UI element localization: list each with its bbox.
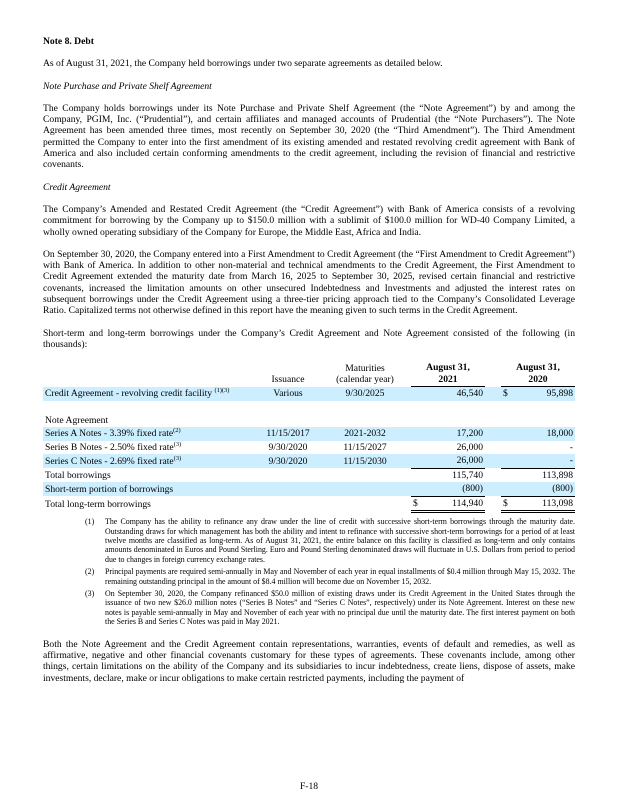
heading-credit-agreement: Credit Agreement [43, 181, 111, 193]
cell-amount-2021: 115,740 [452, 469, 483, 481]
cell-amount-2020: 113,098 [515, 496, 575, 512]
footnotes-section [85, 517, 575, 626]
row-label: Series C Notes - 2.69% fixed rate$^{(3)}$ [45, 454, 182, 467]
table-header-row [43, 361, 575, 387]
col-header-aug31-2020: August 31, 2020 [501, 361, 575, 387]
cell-maturity: 2021-2032 [344, 428, 386, 440]
heading-note-purchase-agreement: Note Purchase and Private Shelf Agreement [43, 80, 212, 92]
paragraph-note-agreement: The Company holds borrowings under its Note Purchase and Private Shelf Agreement (the “Note Agreement”) by and among the Company, PGIM, Inc. (“Prudential”), and certain affiliates and managed accounts of Prudential (the “Note Purchasers”). The Note Agreement has been amended three times, most recently on September 30, 2020 (the “Third Amendment”). The Third Amendment permitted the Company to enter into the first amendment of its existing amended and restated revolving credit agreement with Bank of America and also included certain conforming amendments to the credit agreement, including the revision of financial and restrictive covenants. [43, 102, 575, 171]
footnote-ref: (3) [173, 440, 182, 448]
cell-issuance: 9/30/2020 [268, 441, 308, 453]
footnote-2 [85, 567, 575, 586]
page-number: F-18 [299, 781, 319, 792]
cell-amount-2020: - [569, 441, 573, 453]
table-row-credit-agreement [43, 387, 575, 401]
row-label: Short-term portion of borrowings [45, 483, 174, 495]
paragraph-credit-agreement-1: The Company’s Amended and Restated Credit Agreement (the “Credit Agreement”) with Bank of America consists of a revolving commitment for borrowing by the Company up to $150.0 million with a sublimit of $100.0 million for WD-40 Company Limited, a wholly owned operating subsidiary of the Company for Europe, the Middle East, Africa and India. [43, 203, 575, 238]
cell-amount-2021: 46,540 [456, 388, 483, 400]
footnote-text: On September 30, 2020, the Company refinanced $50.0 million of existing draws under its Credit Agreement in the United States through the issuance of two new $26.0 million notes (“Series B Notes” and “Series C Notes”, respectively) under its Note Agreement. Interest on these new notes is payable semi-annually in May and November of each year with no principal due until the maturity date. The first interest payment on both the Series B and Series C Notes was paid in May 2021. [105, 589, 575, 627]
footnote-1 [85, 517, 575, 564]
paragraph-table-intro: Short-term and long-term borrowings under the Company’s Credit Agreement and Note Agreement consisted of the following (in thousands): [43, 327, 575, 350]
footnote-ref: (2) [173, 427, 181, 435]
cell-amount-2021: (800) [425, 482, 485, 496]
cell-amount-2020: 95,898 [546, 388, 573, 400]
table-row-note-agreement [43, 414, 575, 428]
row-label: Total borrowings [45, 469, 111, 481]
col-header-maturities: Maturities (calendar year) [336, 362, 394, 386]
cell-dollar-2020: $ [503, 388, 508, 400]
cell-amount-2020: (800) [515, 482, 575, 496]
footnote-text: Principal payments are required semi-annually in May and November of each year in equal installments of $0.4 million through May 15, 2032. The remaining outstanding principal in the amount of $8.4 million will become due on November 15, 2032. [105, 567, 575, 586]
cell-amount-2021: 26,000 [425, 454, 485, 468]
row-label: Credit Agreement - revolving credit facility $^{(1)(3)}$ [45, 387, 230, 400]
cell-amount-2020: 18,000 [546, 428, 573, 440]
cell-dollar-2020: $ [501, 496, 515, 512]
table-row-series-c [43, 454, 575, 468]
table-row-short-term-portion [43, 482, 575, 496]
row-label: Series A Notes - 3.39% fixed rate$^{(2)}$ [45, 427, 181, 440]
paragraph-intro: As of August 31, 2021, the Company held borrowings under two separate agreements as detailed below. [43, 58, 443, 70]
paragraph-closing: Both the Note Agreement and the Credit Agreement contain representations, warranties, events of default and remedies, as well as affirmative, negative and other financial covenants customary for these types of agreements. These covenants include, among other things, certain limitations on the ability of the Company and its subsidiaries to incur indebtedness, create liens, dispose of assets, make investments, declare, make or incur obligations to make certain restricted payments, including the payment of [43, 638, 575, 684]
col-header-aug31-2021: August 31, 2021 [411, 361, 485, 387]
cell-maturity: 11/15/2030 [343, 455, 387, 467]
footnote-ref: (3) [173, 454, 182, 462]
cell-maturity: 9/30/2025 [345, 388, 385, 400]
cell-amount-2021: 17,200 [456, 428, 483, 440]
borrowings-table [43, 361, 575, 513]
page-content [43, 36, 575, 695]
table-row-total-long-term [43, 496, 575, 512]
note-title: Note 8. Debt [43, 36, 94, 47]
row-label: Note Agreement [45, 414, 109, 426]
row-label: Total long-term borrowings [45, 499, 151, 511]
table-row-total-borrowings [43, 468, 575, 482]
cell-amount-2021: 26,000 [456, 441, 483, 453]
cell-amount-2021: 114,940 [425, 496, 485, 512]
footnote-ref: (1)(3) [214, 387, 230, 395]
footnote-3 [85, 589, 575, 627]
cell-amount-2020: - [515, 454, 575, 468]
cell-dollar-2021: $ [411, 496, 425, 512]
col-header-issuance: Issuance [271, 374, 305, 386]
cell-amount-2020: 113,898 [542, 469, 573, 481]
footnote-text: The Company has the ability to refinance any draw under the line of credit with successive short-term borrowings through the maturity date. Outstanding draws for which management has both the ability and intent to refinance with successive short-term borrowings for a period of at least twelve months are classified as long-term. As of August 31, 2021, the entire balance on this facility is classified as long-term and only contains amounts denominated in Euros and Pound Sterling. Euro and Pound Sterling denominated draws will fluctuate in U.S. Dollars from period to period due to changes in foreign currency exchange rates. [105, 517, 575, 564]
row-label: Series B Notes - 2.50% fixed rate$^{(3)}$ [45, 440, 182, 453]
cell-issuance: Various [273, 388, 303, 400]
cell-issuance: 9/30/2020 [268, 455, 308, 467]
table-row-series-b [43, 441, 575, 455]
footnote-number: (3) [85, 589, 95, 599]
paragraph-credit-agreement-2: On September 30, 2020, the Company entered into a First Amendment to Credit Agreement (the “First Amendment to Credit Agreement”) with Bank of America. In addition to other non-material and technical amendments to the Credit Agreement, the First Amendment to Credit Agreement extended the maturity date from March 16, 2025 to September 30, 2025, revised certain financial and restrictive covenants, increased the limitation amounts on other unsecured Indebtedness and Investments and adjusted the interest rates on subsequent borrowings under the Credit Agreement using a three-tier pricing approach tied to the Company’s Consolidated Leverage Ratio. Capitalized terms not otherwise defined in this report have the meaning given to such terms in the Credit Agreement. [43, 248, 575, 317]
table-row-series-a [43, 427, 575, 441]
cell-maturity: 11/15/2027 [343, 441, 387, 453]
cell-issuance: 11/15/2017 [266, 428, 310, 440]
footnote-number: (2) [85, 567, 95, 577]
footnote-number: (1) [85, 517, 95, 527]
table-spacer-row [43, 401, 575, 414]
